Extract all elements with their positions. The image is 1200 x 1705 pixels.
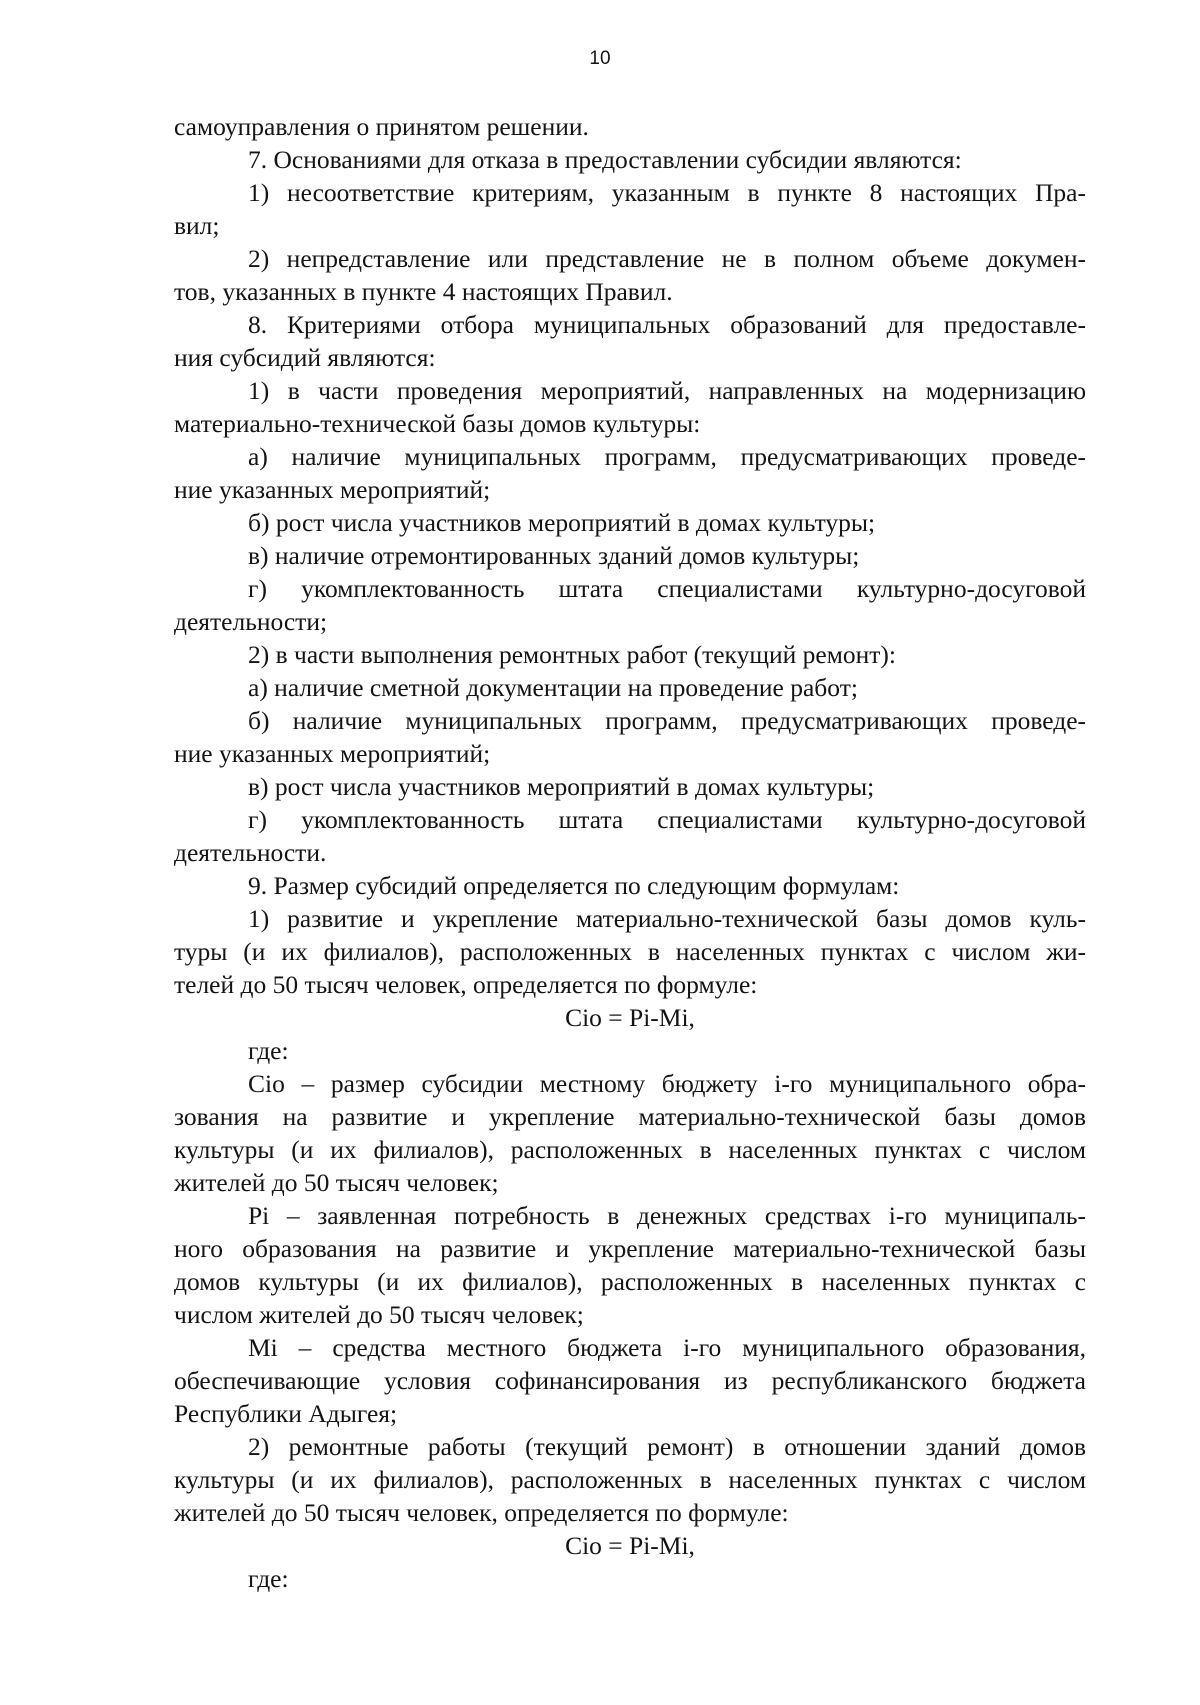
text-line: ние указанных мероприятий; [174,475,491,504]
text-line: зования на развитие и укрепление материально-технической базы домов [174,1102,1086,1131]
paragraph-first-line: в) наличие отремонтированных зданий домов культуры; [248,541,860,570]
formula: Сiо = Рi-Мi, [565,1531,695,1560]
text-line: самоуправления о принятом решении. [174,112,589,141]
formula: Сiо = Рi-Мi, [565,1003,695,1032]
text-line: культуры (и их филиалов), расположенных в населенных пунктах с числом [174,1135,1086,1164]
document-body [174,110,1086,1595]
text-line: числом жителей до 50 тысяч человек; [174,1300,584,1329]
paragraph-first-line: 2) в части выполнения ремонтных работ (текущий ремонт): [248,640,896,669]
paragraph-first-line: 9. Размер субсидий определяется по следующим формулам: [248,871,900,900]
paragraph-first-line: в) рост числа участников мероприятий в домах культуры; [248,772,875,801]
text-line: материально-технической базы домов культуры: [174,409,701,438]
page-number: 10 [589,48,611,69]
paragraph-first-line: б) наличие муниципальных программ, предусматривающих проведе- [248,706,1086,735]
paragraph-first-line: Рi – заявленная потребность в денежных средствах i-го муниципаль- [248,1201,1086,1230]
paragraph-first-line: 1) несоответствие критериям, указанным в пункте 8 настоящих Пра- [248,178,1086,207]
text-line: телей до 50 тысяч человек, определяется по формуле: [174,970,758,999]
text-line: жителей до 50 тысяч человек, определяется по формуле: [174,1498,789,1527]
text-line: деятельности; [174,607,328,636]
text-line: жителей до 50 тысяч человек; [174,1168,499,1197]
paragraph-first-line: 8. Критериями отбора муниципальных образований для предоставле- [248,310,1086,339]
text-line: домов культуры (и их филиалов), расположенных в населенных пунктах с [174,1267,1086,1296]
text-line: обеспечивающие условия софинансирования из республиканского бюджета [174,1366,1086,1395]
text-line: Республики Адыгея; [174,1399,398,1428]
formula-where-label: где: [248,1036,289,1065]
paragraph-first-line: 1) в части проведения мероприятий, направленных на модернизацию [248,376,1086,405]
text-line: ния субсидий являются: [174,343,436,372]
paragraph-first-line: а) наличие сметной документации на проведение работ; [248,673,858,702]
paragraph-first-line: 2) ремонтные работы (текущий ремонт) в отношении зданий домов [248,1432,1086,1461]
text-line: деятельности. [174,838,327,867]
paragraph-first-line: г) укомплектованность штата специалистами культурно-досуговой [248,805,1086,834]
text-line: вил; [174,211,220,240]
paragraph-first-line: 1) развитие и укрепление материально-технической базы домов куль- [248,904,1086,933]
paragraph-first-line: б) рост числа участников мероприятий в домах культуры; [248,508,876,537]
paragraph-first-line: а) наличие муниципальных программ, предусматривающих проведе- [248,442,1086,471]
paragraph-first-line: Сiо – размер субсидии местному бюджету i-го муниципального обра- [248,1069,1086,1098]
text-line: ного образования на развитие и укрепление материально-технической базы [174,1234,1086,1263]
text-line: культуры (и их филиалов), расположенных в населенных пунктах с числом [174,1465,1086,1494]
text-line: ние указанных мероприятий; [174,739,491,768]
paragraph-first-line: 2) непредставление или представление не в полном объеме докумен- [248,244,1086,273]
paragraph-first-line: г) укомплектованность штата специалистами культурно-досуговой [248,574,1086,603]
paragraph-first-line: 7. Основаниями для отказа в предоставлении субсидии являются: [248,145,962,174]
paragraph-first-line: Мi – средства местного бюджета i-го муниципального образования, [248,1333,1086,1362]
formula-where-label: где: [248,1564,289,1593]
text-line: тов, указанных в пункте 4 настоящих Правил. [174,277,673,306]
text-line: туры (и их филиалов), расположенных в населенных пунктах с числом жи- [174,937,1086,966]
